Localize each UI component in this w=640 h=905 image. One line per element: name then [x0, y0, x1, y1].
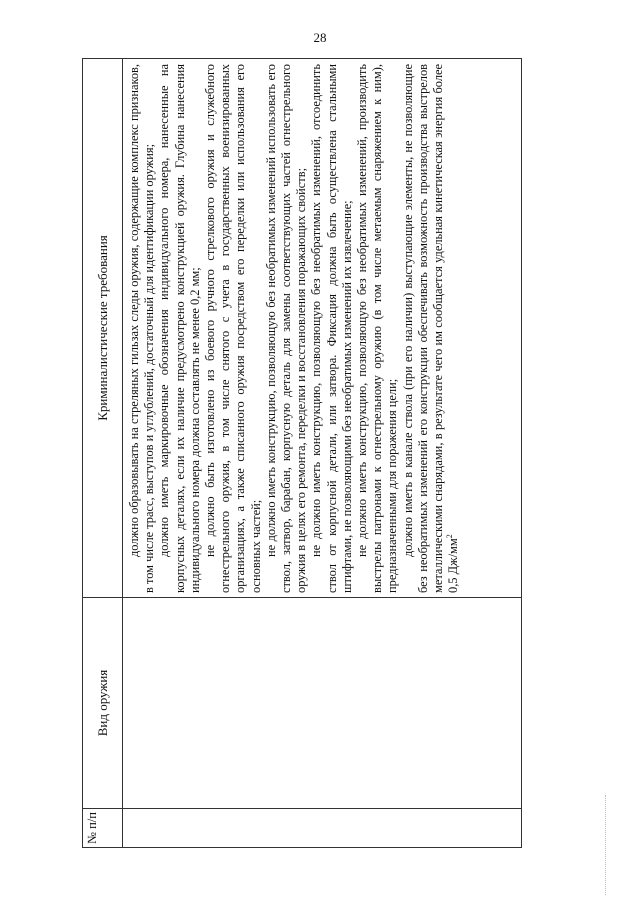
cell-requirements [123, 59, 522, 598]
table-row [123, 59, 522, 848]
superscript-unit: 2 [445, 534, 455, 539]
requirement-paragraph: не должно быть изготовлено из боевого ручного стрелкового оружия и служебного огнестрельного оружия, в том числе снятого с учета в государственных военизированных организациях, а также списанного оружия посредством его переделки или использования его основных частей; [203, 64, 263, 593]
cell-weapon-kind [123, 598, 522, 809]
requirements-table [82, 58, 522, 848]
requirement-paragraph: должно образовывать на стреляных гильзах следы оружия, содержащие комплекс признаков, в том числе трасс, выступов и углублений, достаточный для идентификации оружия; [127, 64, 157, 593]
requirement-paragraph: не должно иметь конструкцию, позволяющую без необратимых изменений использовать его ствол, затвор, барабан, корпусную деталь для замены соответствующих частей огнестрельного оружия в целях его ремонта, переделки и восстановления поражающих свойств; [263, 64, 309, 593]
scan-edge-dots [605, 795, 608, 895]
requirement-paragraph-text: должно иметь в канале ствола (при его наличии) выступающие элементы, не позволяющие без необратимых изменений его конструкции обеспечивать возможность производства выстрелов металлическими снарядами, в результате чего им сообщается удельная кинетическая энергия более 0,5 Дж/мм [400, 64, 461, 593]
header-weapon-kind: Вид оружия [83, 598, 123, 809]
page-number: 28 [313, 30, 327, 45]
header-num: № п/п [83, 809, 123, 848]
cell-num [123, 809, 522, 848]
requirement-paragraph: должно иметь маркировочные обозначения индивидуального номера, нанесенные на корпусных деталях, если их наличие предусмотрено конструкцией оружия. Глубина нанесения индивидуального номера должна составлять не менее 0,2 мм; [157, 64, 202, 593]
rotated-table-container [82, 58, 522, 848]
requirement-paragraph: не должно иметь конструкцию, позволяющую без необратимых изменений, отсоединить ствол от корпусной детали, или затвора. Фиксация должна быть осуществлена стальными штифтами, не позволяющими без необратимых изменений их извлечение; [309, 64, 354, 593]
requirement-paragraph-last [401, 64, 462, 593]
requirement-paragraph: не должно иметь конструкцию, позволяющую без необратимых изменений, производить выстрелы патронами к огнестрельному оружию (в том числе метаемым снаряжением к ним), предназначенными для поражения цели; [355, 64, 400, 593]
header-requirements: Криминалистические требования [83, 59, 123, 598]
table-header-row [83, 59, 123, 848]
